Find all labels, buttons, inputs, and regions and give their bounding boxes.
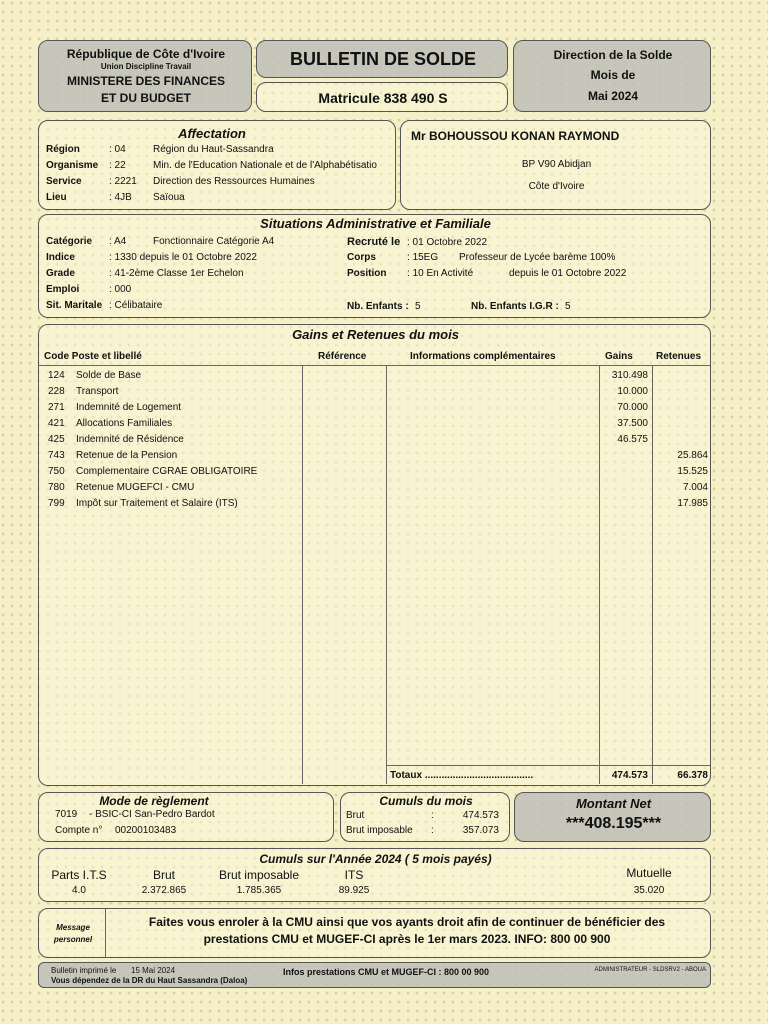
header-retenues: Retenues <box>656 351 702 362</box>
cumul-imposable-value: 357.073 <box>462 825 499 836</box>
affectation-box <box>38 120 396 210</box>
table-row: 799 Impôt sur Traitement et Salaire (ITS) 17.985 <box>48 498 708 509</box>
message-divider <box>105 909 106 957</box>
message-label-2: personnel <box>53 935 93 944</box>
lieu-code: : 4JB <box>109 192 132 203</box>
enfants-igr-label: Nb. Enfants I.G.R : <box>471 301 559 312</box>
employee-address-1: BP V90 Abidjan <box>521 159 592 170</box>
cumuls-mois-title: Cumuls du mois <box>379 794 473 808</box>
message-line-2: prestations CMU et MUGEF-CI après le 1er mars 2023. INFO: 800 00 900 <box>203 932 611 946</box>
parts-its-value: 4.0 <box>72 885 86 896</box>
table-row: 750 Complementaire CGRAE OBLIGATOIRE 15.525 <box>48 466 708 477</box>
totaux-label: Totaux ....................................... <box>390 770 534 781</box>
header-solde-box <box>513 40 711 112</box>
corps-code: : 15EG <box>407 252 439 263</box>
employee-box <box>400 120 711 210</box>
printed-label: Bulletin imprimé le <box>51 966 117 975</box>
totals-divider <box>386 765 710 766</box>
table-row: 780 Retenue MUGEFCI - CMU 7.004 <box>48 482 708 493</box>
infos-label: Infos prestations CMU et MUGEF-CI : 800 00 900 <box>283 967 490 977</box>
ministry-label: MINISTERE DES FINANCES <box>66 74 225 88</box>
net-title: Montant Net <box>575 796 652 811</box>
net-box <box>514 792 711 842</box>
footer-box <box>38 962 711 988</box>
gains-table <box>38 347 710 784</box>
recrute-label: Recruté le <box>347 236 401 248</box>
table-row: 421 Allocations Familiales 37.500 <box>48 418 648 429</box>
bank-code: 7019 <box>55 809 78 820</box>
page-title: BULLETIN DE SOLDE <box>289 49 476 69</box>
mutuelle-value: 35.020 <box>633 885 665 896</box>
service-value: Direction des Ressources Humaines <box>153 176 315 187</box>
header-divider <box>38 365 710 366</box>
printed-date: 15 Mai 2024 <box>131 966 176 975</box>
region-value: Région du Haut-Sassandra <box>153 144 274 155</box>
month-value: Mai 2024 <box>587 89 639 103</box>
grade-value: : 41-2ème Classe 1er Echelon <box>109 268 244 279</box>
cumul-brut-label: Brut <box>346 810 365 821</box>
mutuelle-label: Mutuelle <box>626 866 672 880</box>
matricule-box <box>256 82 508 112</box>
corps-label: Corps <box>347 252 376 263</box>
annee-brut-value: 2.372.865 <box>141 885 187 896</box>
organisme-code: : 22 <box>109 160 126 171</box>
message-line-1: Faites vous enroler à la CMU ainsi que vos ayants droit afin de continuer de bénéficier des <box>148 915 666 929</box>
service-code: : 2221 <box>109 176 137 187</box>
header-reference: Référence <box>318 351 367 362</box>
recrute-value: : 01 Octobre 2022 <box>407 237 488 248</box>
annee-its-label: ITS <box>344 868 364 882</box>
cumuls-mois-box <box>340 792 510 842</box>
total-gains: 474.573 <box>611 770 648 781</box>
situation-title: Situations Administrative et Familiale <box>260 216 491 231</box>
employee-address-2: Côte d'Ivoire <box>528 181 585 192</box>
annee-imposable-value: 1.785.365 <box>236 885 282 896</box>
reglement-box <box>38 792 334 842</box>
categorie-label: Catégorie <box>46 236 93 247</box>
title-box <box>256 40 508 78</box>
marital-value: : Célibataire <box>109 300 163 311</box>
employee-name: Mr BOHOUSSOU KONAN RAYMOND <box>411 129 620 143</box>
header-ministry-box <box>38 40 252 112</box>
header-gains: Gains <box>605 351 633 362</box>
direction-label: Direction de la Solde <box>553 48 673 62</box>
cumul-brut-value: 474.573 <box>462 810 499 821</box>
header-info: Informations complémentaires <box>410 351 556 362</box>
annee-brut-label: Brut <box>152 868 175 882</box>
indice-label: Indice <box>46 252 75 263</box>
total-retenues: 66.378 <box>677 770 708 781</box>
enfants-value: 5 <box>415 301 421 312</box>
parts-its-label: Parts I.T.S <box>51 868 107 882</box>
cumuls-annee-title: Cumuls sur l'Année 2024 ( 5 mois payés) <box>259 852 492 866</box>
dr-label: Vous dépendez de la DR du Haut Sassandra (Daloa) <box>51 976 248 985</box>
ministry-label-2: ET DU BUDGET <box>101 91 191 105</box>
account-label: Compte n° <box>55 825 103 836</box>
bank-name: - BSIC-CI San-Pedro Bardot <box>89 809 215 820</box>
position-code: : 10 En Activité <box>407 268 474 279</box>
table-row: 228 Transport 10.000 <box>48 386 648 397</box>
table-row: 271 Indemnité de Logement 70.000 <box>48 402 648 413</box>
table-row: 124 Solde de Base 310.498 <box>48 370 648 381</box>
table-row: 743 Retenue de la Pension 25.864 <box>48 450 708 461</box>
matricule-label: Matricule 838 490 S <box>318 90 448 106</box>
affectation-title: Affectation <box>178 126 246 141</box>
enfants-label: Nb. Enfants : <box>347 301 409 312</box>
region-code: : 04 <box>109 144 126 155</box>
net-amount: ***408.195*** <box>565 815 662 832</box>
message-label: Message <box>56 923 90 932</box>
month-label: Mois de <box>590 68 636 82</box>
header-code: Code Poste et libellé <box>44 351 142 362</box>
gains-title: Gains et Retenues du mois <box>292 327 459 342</box>
lieu-label: Lieu <box>46 192 67 203</box>
lieu-value: Saïoua <box>153 192 185 203</box>
position-value: depuis le 01 Octobre 2022 <box>509 268 627 279</box>
cumul-brut-colon: : <box>431 810 434 821</box>
annee-imposable-label: Brut imposable <box>218 868 300 882</box>
motto-label: Union Discipline Travail <box>100 62 192 71</box>
cumuls-annee-box <box>38 848 711 902</box>
cumul-imposable-colon: : <box>431 825 434 836</box>
cumul-imposable-label: Brut imposable <box>346 825 413 836</box>
marital-label: Sit. Maritale <box>46 300 103 311</box>
service-label: Service <box>46 176 82 187</box>
corps-value: Professeur de Lycée barème 100% <box>459 252 616 263</box>
position-label: Position <box>347 268 387 279</box>
annee-its-value: 89.925 <box>338 885 370 896</box>
categorie-value: Fonctionnaire Catégorie A4 <box>153 236 275 247</box>
republic-label: République de Côte d'Ivoire <box>66 47 226 61</box>
organisme-value: Min. de l'Education Nationale et de l'Alphabétisatio <box>153 160 377 171</box>
reglement-title: Mode de règlement <box>99 794 209 808</box>
emploi-label: Emploi <box>46 284 80 295</box>
table-row: 425 Indemnité de Résidence 46.575 <box>48 434 648 445</box>
situation-box <box>38 214 711 318</box>
admin-label: ADMINISTRATEUR - SLDSRV2 - ABOUA <box>594 967 706 973</box>
message-box <box>38 908 711 958</box>
enfants-igr-value: 5 <box>565 301 571 312</box>
organisme-label: Organisme <box>46 160 99 171</box>
emploi-value: : 000 <box>109 284 132 295</box>
indice-value: : 1330 depuis le 01 Octobre 2022 <box>109 252 257 263</box>
grade-label: Grade <box>46 268 75 279</box>
region-label: Région <box>46 144 80 155</box>
account-number: 00200103483 <box>115 825 177 836</box>
categorie-code: : A4 <box>109 236 127 247</box>
